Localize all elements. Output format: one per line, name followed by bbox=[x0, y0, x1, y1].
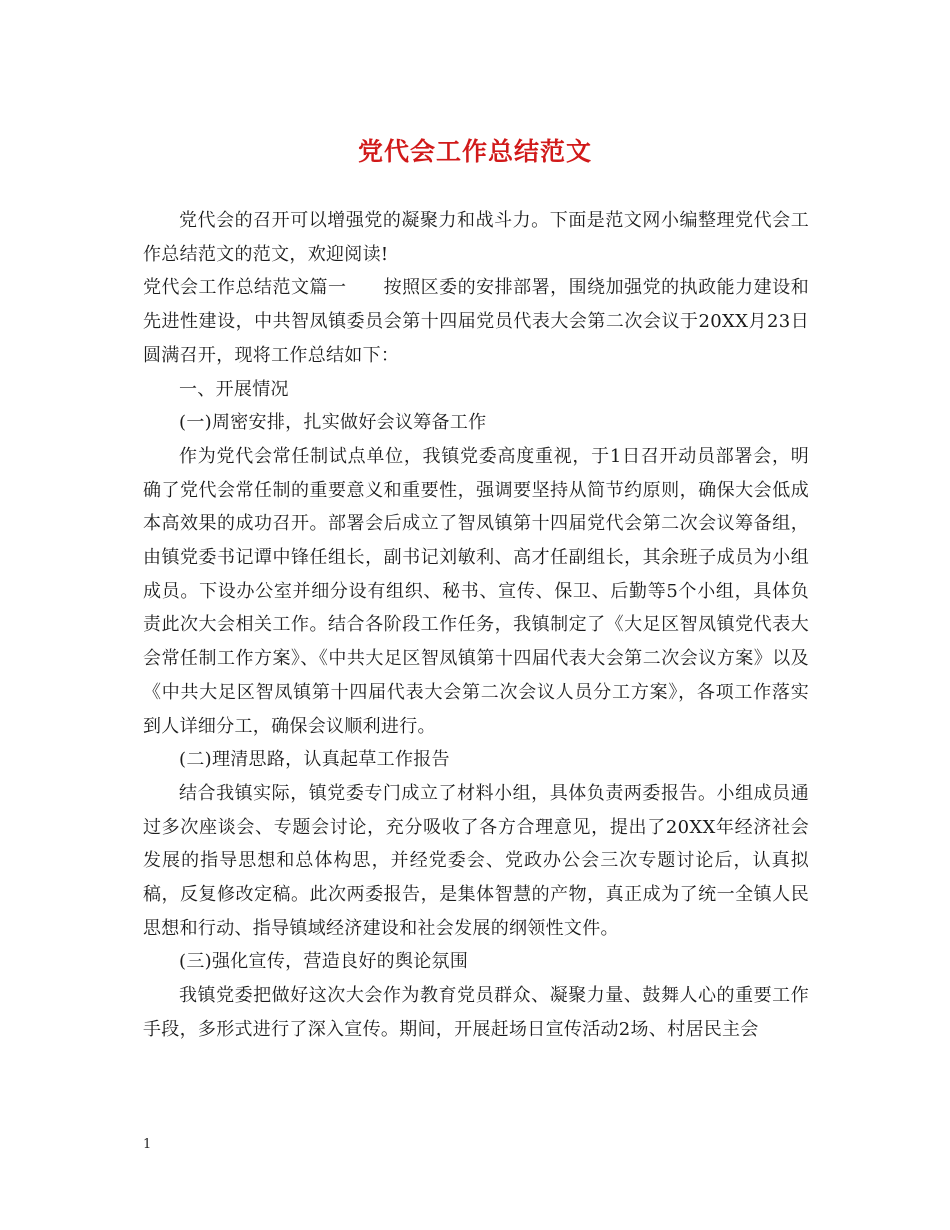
paragraph-body-2: 结合我镇实际，镇党委专门成立了材料小组，具体负责两委报告。小组成员通过多次座谈会、专题会讨论，充分吸收了各方合理意见，提出了20XX年经济社会发展的指导思想和总体构思，并经党委会、党政办公会三次专题讨论后，认真拟稿，反复修改定稿。此次两委报告，是集体智慧的产物，真正成为了统一全镇人民思想和行动、指导镇域经济建设和社会发展的纲领性文件。 bbox=[143, 782, 809, 939]
paragraph-body-3: 我镇党委把做好这次大会作为教育党员群众、凝聚力量、鼓舞人心的重要工作手段，多形式进行了深入宣传。期间，开展赶场日宣传活动2场、村居民主会 bbox=[143, 985, 809, 1040]
document-title: 党代会工作总结范文 bbox=[357, 137, 592, 166]
paragraph-section-opening: 党代会工作总结范文篇一 按照区委的安排部署，围绕加强党的执政能力建设和先进性建设，中共智凤镇委员会第十四届党员代表大会第二次会议于20XX月23日圆满召开，现将工作总结如下： bbox=[143, 277, 809, 366]
subheading-1: (一)周密安排，扎实做好会议筹备工作 bbox=[179, 412, 487, 434]
paragraph-body-1: 作为党代会常任制试点单位，我镇党委高度重视，于1日召开动员部署会，明确了党代会常任制的重要意义和重要性，强调要坚持从简节约原则，确保大会低成本高效果的成功召开。部署会后成立了智凤镇第十四届党代会第二次会议筹备组，由镇党委书记谭中锋任组长，副书记刘敏利、高才任副组长，其余班子成员为小组成员。下设办公室并细分设有组织、秘书、宣传、保卫、后勤等5个小组，具体负责此次大会相关工作。结合各阶段工作任务，我镇制定了《大足区智凤镇党代表大会常任制工作方案》、《中共大足区智凤镇第十四届代表大会第二次会议方案》以及《中共大足区智凤镇第十四届代表大会第二次会议人员分工方案》，各项工作落实到人详细分工，确保会议顺利进行。 bbox=[143, 445, 809, 737]
document-body bbox=[143, 204, 809, 1047]
paragraph-intro: 党代会的召开可以增强党的凝聚力和战斗力。下面是范文网小编整理党代会工作总结范文的范文，欢迎阅读! bbox=[143, 210, 809, 265]
page-number: 1 bbox=[143, 1137, 152, 1152]
subheading-3: (三)强化宣传，营造良好的舆论氛围 bbox=[179, 951, 469, 973]
subheading-2: (二)理清思路，认真起草工作报告 bbox=[179, 749, 450, 771]
heading-section-1: 一、开展情况 bbox=[179, 378, 289, 400]
